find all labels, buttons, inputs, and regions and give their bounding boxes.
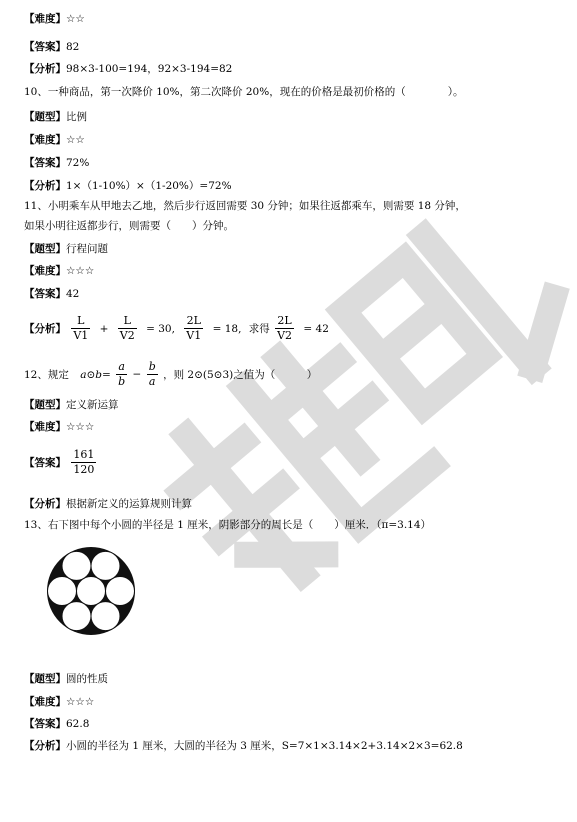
small-circle — [91, 551, 120, 580]
difficulty-row: 【难度】☆☆ — [24, 13, 85, 25]
difficulty-row: 【难度】☆☆ — [24, 134, 85, 146]
small-circle — [48, 577, 77, 606]
answer-row: 【答案】72% — [24, 157, 90, 169]
fraction: $\frac{L}{V1}$ — [73, 314, 89, 342]
analysis-row: 【分析】1×（1-10%）×（1-20%）=72% — [24, 180, 232, 192]
difficulty-row: 【难度】☆☆☆ — [24, 265, 95, 277]
answer-row: 【答案】82 — [24, 41, 80, 53]
small-circle — [62, 602, 91, 631]
analysis-row: 【分析】小圆的半径为 1 厘米，大圆的半径为 3 厘米，S=7×1×3.14×2+3.14×2×3=62.8 — [24, 740, 463, 752]
difficulty-row: 【难度】☆☆☆ — [24, 696, 95, 708]
difficulty-row: 【难度】☆☆☆ — [24, 421, 95, 433]
analysis-row: 【分析】根据新定义的运算规则计算 — [24, 498, 192, 510]
small-circle — [106, 577, 135, 606]
answer-fraction-row: 【答案】 $\frac{161}{120}$ — [24, 448, 95, 476]
analysis-formula-row: 【分析】 $\frac{L}{V1}$ + $\frac{L}{V2}$ = 30, $\frac{2L}{V1}$ = 18, 求得 $\frac{2L}{V2}$ = 42 — [24, 314, 329, 342]
fraction: $\frac{2L}{V1}$ — [186, 314, 202, 342]
small-circle — [91, 602, 120, 631]
answer-row: 【答案】42 — [24, 288, 80, 300]
fraction: $\frac{L}{V2}$ — [119, 314, 135, 342]
fraction: $\frac{161}{120}$ — [73, 448, 95, 476]
answer-row: 【答案】62.8 — [24, 718, 90, 730]
type-row: 【题型】比例 — [24, 111, 87, 123]
type-row: 【题型】圆的性质 — [24, 673, 108, 685]
fraction: $\frac{2L}{V2}$ — [277, 314, 293, 342]
type-row: 【题型】行程问题 — [24, 243, 108, 255]
small-circle — [77, 577, 106, 606]
analysis-row: 【分析】98×3-100=194，92×3-194=82 — [24, 63, 233, 75]
type-row: 【题型】定义新运算 — [24, 399, 119, 411]
fraction: $\frac{b}{a}$ — [148, 360, 156, 388]
fraction: $\frac{a}{b}$ — [118, 360, 126, 388]
question-10: 10、一种商品，第一次降价 10%，第二次降价 20%，现在的价格是最初价格的（ ）。 — [24, 86, 464, 98]
circle-figure — [46, 546, 136, 636]
question-11-cont: 如果小明往返都步行，则需要（ ）分钟。 — [24, 220, 234, 232]
question-11: 11、小明乘车从甲地去乙地，然后步行返回需要 30 分钟；如果往返都乘车，则需要 18 分钟， — [24, 200, 466, 212]
small-circle — [62, 551, 91, 580]
question-13: 13、右下图中每个小圆的半径是 1 厘米，阴影部分的周长是（ ）厘米．（π=3.14） — [24, 519, 432, 531]
question-12: 12、规定 a⊙b= $\frac{a}{b}$ − $\frac{b}{a}$ ，则 2⊙(5⊙3)之值为（ ） — [24, 360, 318, 388]
